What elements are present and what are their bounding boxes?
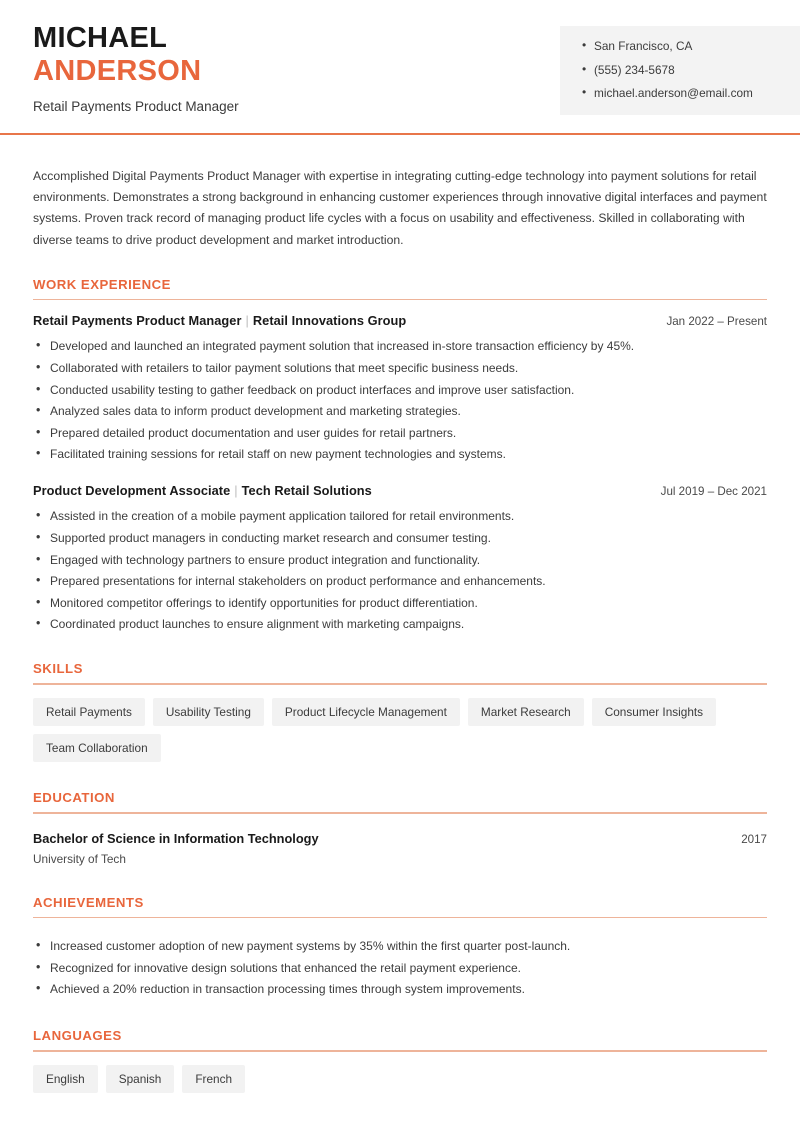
achievement-bullet: • Increased customer adoption of new payment systems by 35% within the first quarter post-launch. (33, 939, 767, 954)
resume-header (0, 0, 800, 134)
header-identity (33, 22, 239, 116)
skill-chip: Retail Payments (33, 698, 145, 726)
experience-bullet: • Monitored competitor offerings to identify opportunities for product differentiation. (33, 596, 767, 611)
header-job-title: Retail Payments Product Manager (33, 99, 239, 114)
section-title-achievements: ACHIEVEMENTS (33, 894, 144, 910)
section-title-education: EDUCATION (33, 789, 115, 805)
achievement-bullet: • Achieved a 20% reduction in transaction processing times through system improvements. (33, 982, 767, 997)
section-title-work-experience: WORK EXPERIENCE (33, 276, 171, 292)
experience-role: Product Development Associate (33, 483, 231, 499)
experience-bullet: • Assisted in the creation of a mobile payment application tailored for retail environments. (33, 509, 767, 524)
professional-summary: Accomplished Digital Payments Product Manager with expertise in integrating cutting-edge technology into payment solutions for retail environments. Demonstrates a strong background in enhancing customer experiences through innovative digital interfaces and payment systems. Proven track record of managing product life cycles with a focus on usability and effectiveness. Skilled in collaborating with diverse teams to drive product development and market introduction. (33, 169, 767, 247)
education-school: University of Tech (33, 851, 126, 866)
experience-role-company (33, 483, 372, 498)
experience-bullet: • Coordinated product launches to ensure alignment with marketing campaigns. (33, 617, 767, 632)
skill-chip: Market Research (468, 698, 584, 726)
contact-phone-item: • (555) 234-5678 (582, 63, 800, 77)
language-chip-list (33, 1065, 767, 1093)
education-entry (33, 831, 767, 866)
section-skills (33, 661, 767, 762)
resume-content (0, 166, 800, 1093)
section-divider (33, 683, 767, 685)
section-divider (33, 812, 767, 814)
section-achievements (33, 895, 767, 998)
experience-role-company (33, 313, 406, 328)
section-divider (33, 1050, 767, 1052)
section-education (33, 790, 767, 866)
language-chip: English (33, 1065, 98, 1093)
header-divider (0, 133, 800, 135)
contact-location-item: • San Francisco, CA (582, 39, 800, 53)
experience-company: Tech Retail Solutions (241, 483, 372, 499)
skill-chip-list (33, 698, 767, 762)
experience-entry (33, 483, 767, 632)
achievement-bullet-list (33, 939, 767, 997)
section-languages (33, 1028, 767, 1093)
education-year: 2017 (741, 832, 767, 846)
experience-bullet: • Developed and launched an integrated payment solution that increased in-store transaction efficiency by 45%. (33, 339, 767, 354)
contact-info-box (560, 26, 800, 115)
experience-bullet: • Engaged with technology partners to ensure product integration and functionality. (33, 553, 767, 568)
section-divider (33, 299, 767, 301)
experience-bullet-list (33, 509, 767, 632)
contact-email-item: • michael.anderson@email.com (582, 86, 800, 100)
role-company-separator: | (234, 483, 238, 499)
language-chip: French (182, 1065, 245, 1093)
experience-entry-header (33, 483, 767, 498)
skill-chip: Consumer Insights (592, 698, 716, 726)
experience-bullet: • Collaborated with retailers to tailor payment solutions that meet specific business needs. (33, 361, 767, 376)
experience-bullet: • Analyzed sales data to inform product development and marketing strategies. (33, 404, 767, 419)
experience-bullet: • Supported product managers in conducting market research and consumer testing. (33, 531, 767, 546)
skill-chip: Team Collaboration (33, 734, 161, 762)
section-divider (33, 917, 767, 919)
language-chip: Spanish (106, 1065, 175, 1093)
role-company-separator: | (245, 313, 249, 329)
experience-bullet-list (33, 339, 767, 462)
experience-entry (33, 313, 767, 462)
experience-bullet: • Prepared detailed product documentation and user guides for retail partners. (33, 426, 767, 441)
experience-entry-header (33, 313, 767, 328)
skill-chip: Usability Testing (153, 698, 264, 726)
section-work-experience (33, 277, 767, 633)
experience-bullet: • Prepared presentations for internal stakeholders on product performance and enhancements. (33, 574, 767, 589)
last-name: ANDERSON (33, 55, 202, 87)
experience-bullet: • Conducted usability testing to gather feedback on product interfaces and improve user satisfaction. (33, 383, 767, 398)
skill-chip: Product Lifecycle Management (272, 698, 460, 726)
education-entry-header (33, 831, 767, 846)
experience-dates: Jul 2019 – Dec 2021 (660, 485, 767, 499)
section-title-languages: LANGUAGES (33, 1028, 122, 1044)
achievement-bullet: • Recognized for innovative design solutions that enhanced the retail payment experience. (33, 961, 767, 976)
experience-company: Retail Innovations Group (252, 313, 407, 329)
first-name: MICHAEL (33, 22, 168, 54)
experience-bullet: • Facilitated training sessions for retail staff on new payment technologies and systems. (33, 447, 767, 462)
section-title-skills: SKILLS (33, 661, 83, 677)
experience-dates: Jan 2022 – Present (666, 315, 767, 329)
education-degree: Bachelor of Science in Information Technology (33, 830, 319, 846)
experience-role: Retail Payments Product Manager (33, 313, 242, 329)
